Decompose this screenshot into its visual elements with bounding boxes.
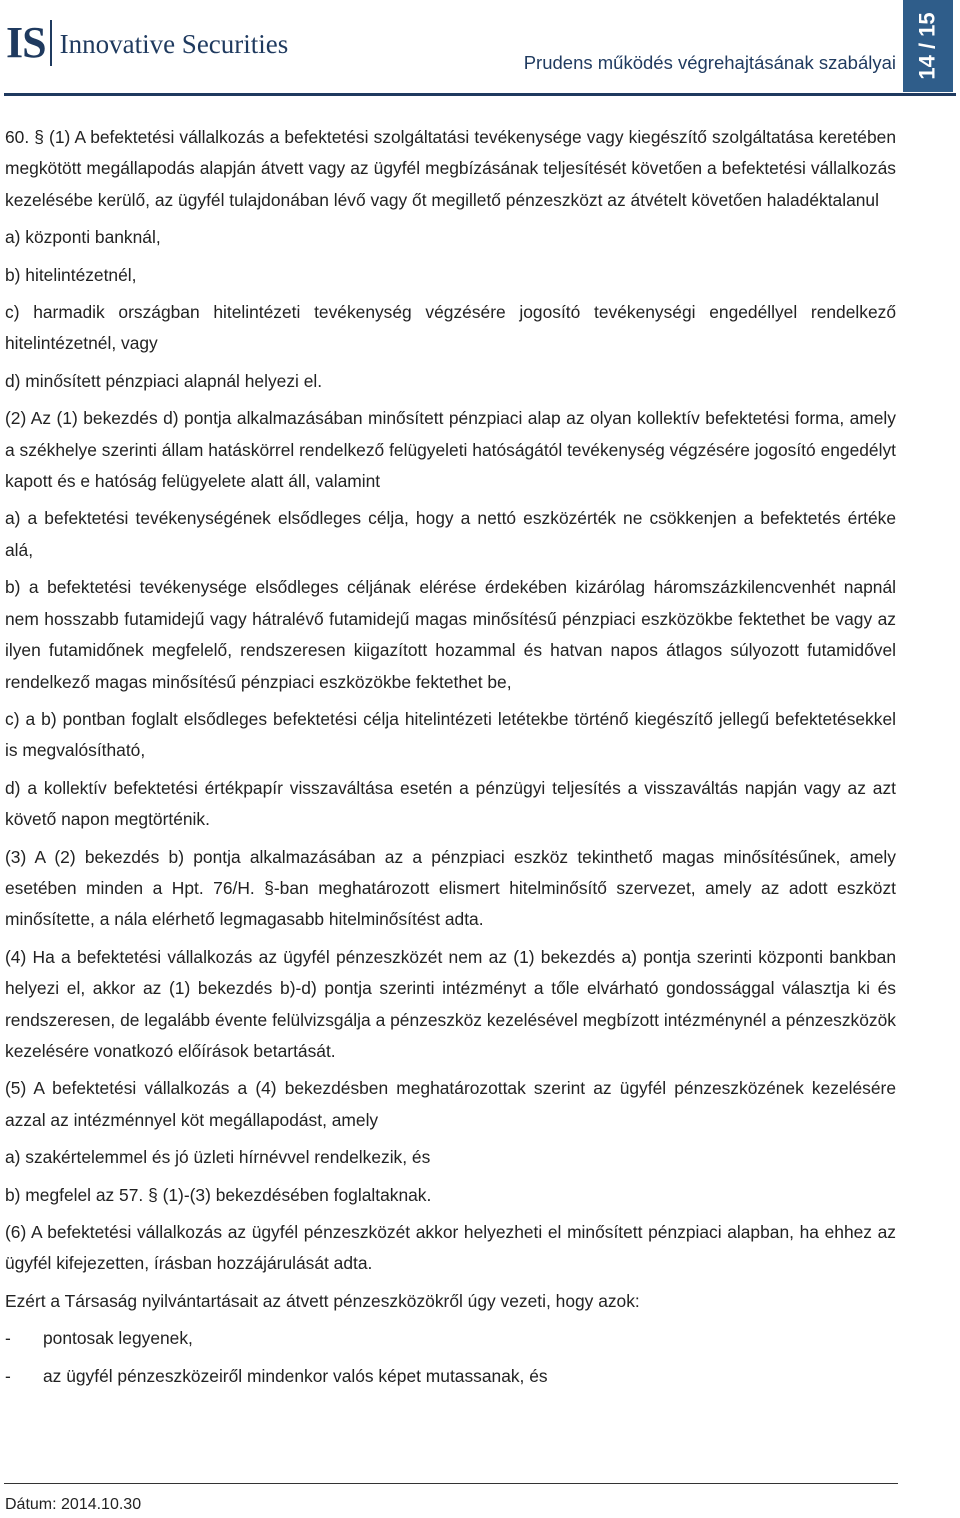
- footer-divider: [4, 1483, 898, 1484]
- page-header: [0, 0, 960, 96]
- page-number-tab: [903, 0, 953, 92]
- list-item-b: b) hitelintézetnél,: [5, 264, 137, 285]
- bullet-marker: -: [5, 1328, 11, 1349]
- document-title: Prudens működés végrehajtásának szabályai: [523, 52, 896, 73]
- document-body: [5, 122, 896, 1398]
- paragraph-60-1: 60. § (1) A befektetési vállalkozás a befektetési szolgáltatási tevékenysége vagy kiegészítő szolgáltatása keretében megkötött megállapodás alapján átvett vagy az ügyfél megbízásának teljesítését követően a befektetési vállalkozás kezelésébe kerülő, az ügyfél tulajdonában lévő vagy őt megillető pénzeszközt az átvételt követően haladéktalanul: [5, 127, 896, 210]
- list-item-2a: a) a befektetési tevékenységének elsődleges célja, hogy a nettó eszközérték ne csökkenjen a befektetés értéke alá,: [5, 508, 896, 560]
- list-item-5a: a) szakértelemmel és jó üzleti hírnévvel rendelkezik, és: [5, 1147, 431, 1168]
- logo-mark: IS: [6, 18, 46, 67]
- list-item-2b: b) a befektetési tevékenysége elsődleges céljának elérése érdekében kizárólag háromszázkilencvenhét napnál nem hosszabb futamidejű vagy hátralévő futamidejű magas minősítésű pénzpiaci eszközökbe fektethet be vagy az ilyen futamidőnek megfelelő, rendszeresen kiigazított hozammal és hatvan napos átlagos súlyozott futamidővel rendelkező magas minősítésű pénzpiaci eszközökbe fektethet be,: [5, 577, 896, 692]
- list-item-a: a) központi banknál,: [5, 227, 161, 248]
- paragraph-records: Ezért a Társaság nyilvántartásait az átvett pénzeszközökről úgy vezeti, hogy azok:: [5, 1290, 640, 1311]
- page-number: 14 / 15: [915, 12, 940, 80]
- bullet-text: az ügyfél pénzeszközeiről mindenkor valós képet mutassanak, és: [43, 1365, 548, 1386]
- list-item-c: c) harmadik országban hitelintézeti tevékenység végzésére jogosító tevékenységi engedéllyel rendelkező hitelintézetnél, vagy: [5, 302, 896, 354]
- bullet-item: [5, 1323, 896, 1354]
- paragraph-2: (2) Az (1) bekezdés d) pontja alkalmazásában minősített pénzpiaci alap az olyan kollektív befektetési forma, amely a székhelye szerinti állam hatáskörrel rendelkező felügyeleti hatóságától tevékenység végzésére jogosító engedélyt kapott és e hatóság felügyelete alatt áll, valamint: [5, 408, 896, 492]
- paragraph-3: (3) A (2) bekezdés b) pontja alkalmazásában az a pénzpiaci eszköz tekinthető magas minősítésűnek, amely esetében minden a Hpt. 76/H. §-ban meghatározott elismert hitelminősítő szervezet, amely az adott eszközt minősítette, a nála elérhető legmagasabb hitelminősítést adta.: [5, 846, 896, 930]
- bullet-text: pontosak legyenek,: [43, 1328, 193, 1349]
- list-item-2d: d) a kollektív befektetési értékpapír visszaváltása esetén a pénzügyi teljesítés a visszaváltás napján vagy az azt követő napon megtörténik.: [5, 777, 896, 830]
- list-item-d: d) minősített pénzpiaci alapnál helyezi el.: [5, 370, 323, 391]
- paragraph-5: (5) A befektetési vállalkozás a (4) bekezdésben meghatározottak szerint az ügyfél pénzeszközének kezelésére azzal az intézménnyel köt megállapodást, amely: [5, 1078, 896, 1130]
- list-item-2c: c) a b) pontban foglalt elsődleges befektetési célja hitelintézeti letétekbe történő kiegészítő jellegű befektetésekkel is megvalósítható,: [5, 708, 896, 761]
- paragraph-6: (6) A befektetési vállalkozás az ügyfél pénzeszközét akkor helyezheti el minősített pénzpiaci alapban, ha ehhez az ügyfél kifejezetten, írásban hozzájárulását adta.: [5, 1222, 896, 1274]
- logo-divider: [50, 20, 52, 66]
- bullet-marker: -: [5, 1365, 11, 1386]
- footer-date: Dátum: 2014.10.30: [5, 1496, 142, 1513]
- header-divider: [4, 93, 956, 96]
- company-logo: [6, 18, 288, 68]
- paragraph-4: (4) Ha a befektetési vállalkozás az ügyfél pénzeszközét nem az (1) bekezdés a) pontja szerinti központi bankban helyezi el, akkor az (1) bekezdés b)-d) pontja szerinti intézményt a tőle elvárható gondossággal választja ki és rendszeresen, de legalább évente felülvizsgálja a pénzeszköz kezelésével megbízott intézménynél a pénzeszközök kezelésére vonatkozó előírások betartását.: [5, 946, 896, 1061]
- logo-text: Innovative Securities: [59, 29, 289, 59]
- list-item-5b: b) megfelel az 57. § (1)-(3) bekezdésében foglaltaknak.: [5, 1184, 432, 1205]
- bullet-item: [5, 1361, 896, 1392]
